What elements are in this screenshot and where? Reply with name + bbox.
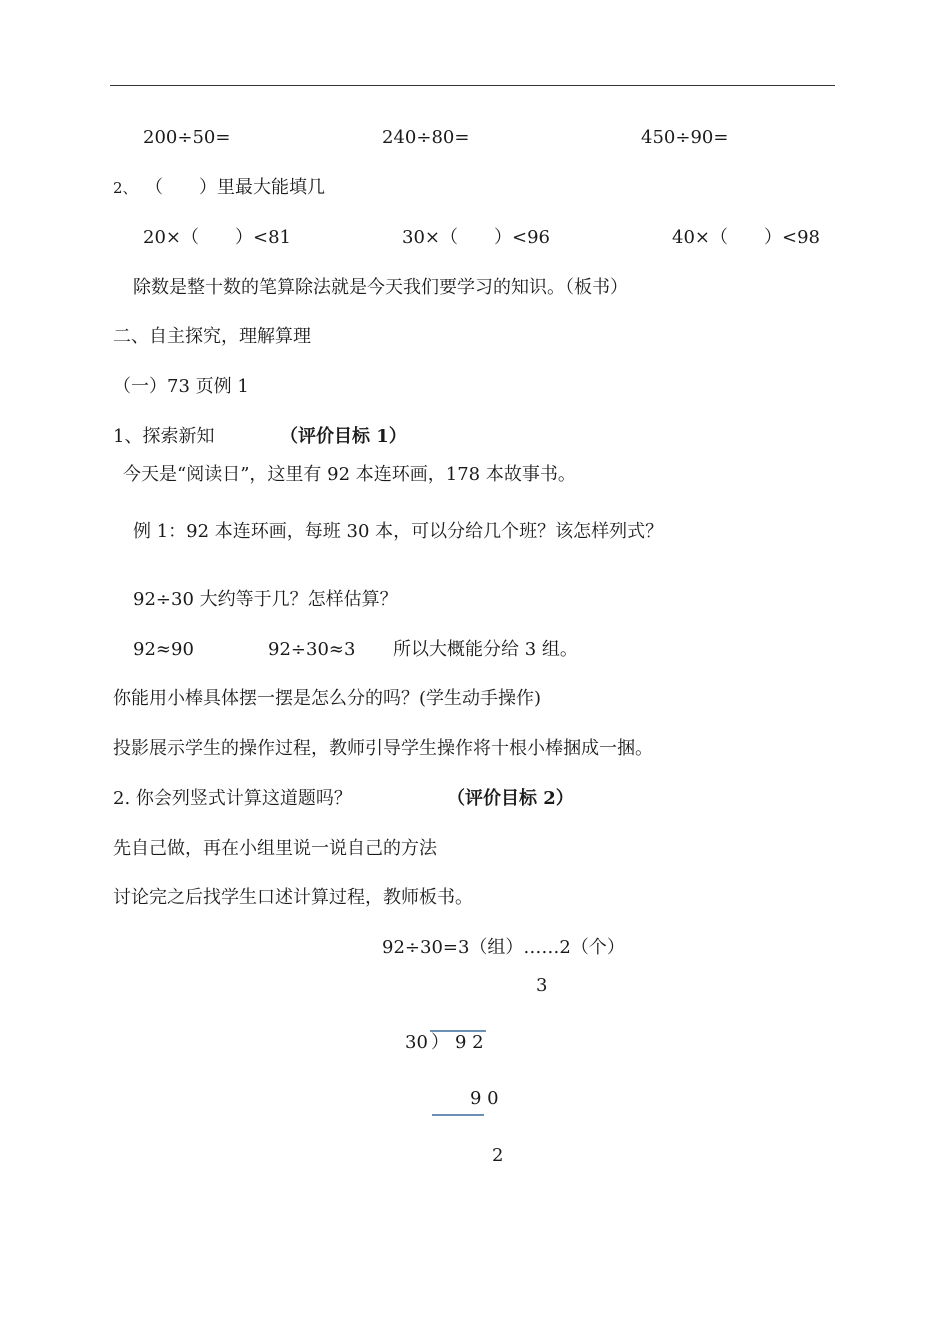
example-1-problem: 例 1：92 本连环画，每班 30 本，可以分给几个班？该怎样列式？ (133, 521, 664, 542)
subsection-1-heading: （一）73 页例 1 (113, 376, 249, 397)
header-rule (110, 85, 835, 86)
sticks-activity: 你能用小棒具体摆一摆是怎么分的吗？(学生动手操作) (113, 688, 542, 709)
calc-450-div-90: 450÷90= (641, 127, 729, 148)
inequality-30: 30×（ ）<96 (402, 227, 550, 248)
long-division-divisor: 30 (405, 1032, 428, 1053)
long-division-quotient: 3 (536, 975, 548, 996)
long-division-bracket: ） (431, 1032, 449, 1053)
reading-day-story: 今天是“阅读日”，这里有 92 本连环画，178 本故事书。 (123, 464, 576, 485)
step-2-heading: 2. 你会列竖式计算这道题吗？ (113, 788, 352, 809)
calc-240-div-80: 240÷80= (382, 127, 470, 148)
long-division-product: 9 0 (470, 1088, 499, 1109)
inequality-40: 40×（ ）<98 (672, 227, 820, 248)
estimate-approx-90: 92≈90 (133, 639, 194, 660)
discussion-instruction: 讨论完之后找学生口述计算过程，教师板书。 (113, 887, 473, 908)
inequality-20: 20×（ ）<81 (143, 227, 291, 248)
estimate-approx-3: 92÷30≈3 (268, 639, 356, 660)
self-practice-instruction: 先自己做，再在小组里说一说自己的方法 (113, 838, 437, 859)
question-2-title: （ ）里最大能填几 (145, 177, 325, 198)
evaluation-goal-1: （评价目标 1） (280, 426, 407, 447)
long-division-dividend: 9 2 (455, 1032, 484, 1053)
intro-sentence: 除数是整十数的笔算除法就是今天我们要学习的知识。（板书） (133, 277, 628, 298)
estimate-conclusion: 所以大概能分给 3 组。 (393, 639, 578, 660)
question-2-number: 2、 (113, 179, 138, 197)
division-equation: 92÷30=3（组）……2（个） (382, 937, 625, 958)
evaluation-goal-2: （评价目标 2） (447, 788, 574, 809)
projection-description: 投影展示学生的操作过程，教师引导学生操作将十根小棒捆成一捆。 (113, 738, 653, 759)
section-2-heading: 二、自主探究，理解算理 (113, 326, 311, 347)
long-division-subtraction-line (432, 1114, 484, 1116)
calc-200-div-50: 200÷50= (143, 127, 231, 148)
estimate-question: 92÷30 大约等于几？怎样估算？ (133, 589, 398, 610)
step-1-heading: 1、探索新知 (113, 426, 215, 447)
long-division-remainder: 2 (492, 1145, 504, 1166)
